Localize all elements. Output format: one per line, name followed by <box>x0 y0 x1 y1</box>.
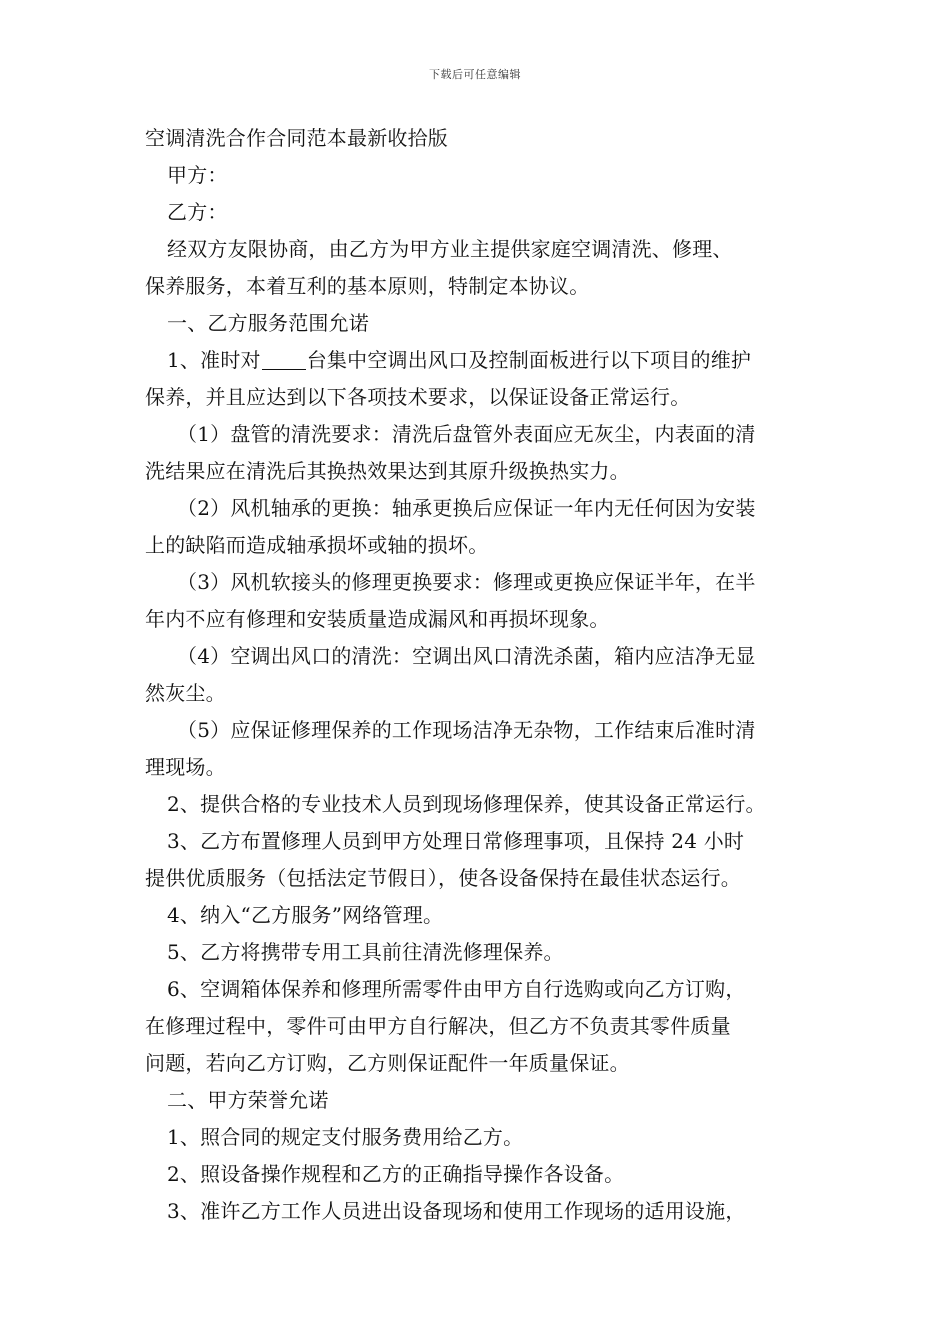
sub-1-line-1: （1）盘管的清洗要求：清洗后盘管外表面应无灰尘，内表面的清 <box>177 422 756 446</box>
party-a-item-3: 3、准许乙方工作人员进出设备现场和使用工作现场的适用设施， <box>167 1199 746 1223</box>
sub-5-line-1: （5）应保证修理保养的工作现场洁净无杂物，工作结束后准时清 <box>177 718 756 742</box>
party-a-item-2: 2、照设备操作规程和乙方的正确指导操作各设备。 <box>167 1162 625 1186</box>
item-5-line: 5、乙方将携带专用工具前往清洗修理保养。 <box>167 940 564 964</box>
fill-in-blank <box>262 347 306 370</box>
party-b-line: 乙方： <box>167 200 228 224</box>
item-1-suffix: 台集中空调出风口及控制面板进行以下项目的维护 <box>306 348 752 372</box>
item-4-line: 4、纳入“乙方服务”网络管理。 <box>167 903 444 927</box>
sub-5-line-2: 理现场。 <box>145 755 226 779</box>
sub-4-line-2: 然灰尘。 <box>145 681 226 705</box>
sub-2-line-1: （2）风机轴承的更换：轴承更换后应保证一年内无任何因为安装 <box>177 496 756 520</box>
item-2-line: 2、提供合格的专业技术人员到现场修理保养，使其设备正常运行。 <box>167 792 766 816</box>
party-a-line: 甲方： <box>167 163 228 187</box>
document-body <box>145 120 810 1230</box>
item-3-line-2: 提供优质服务（包括法定节假日），使各设备保持在最佳状态运行。 <box>145 866 741 890</box>
section-2-heading: 二、甲方荣誉允诺 <box>167 1088 329 1112</box>
party-a-item-1: 1、照合同的规定支付服务费用给乙方。 <box>167 1125 524 1149</box>
item-1-line-1 <box>145 342 810 379</box>
sub-4-line-1: （4）空调出风口的清洗：空调出风口清洗杀菌，箱内应洁净无显 <box>177 644 756 668</box>
intro-line-1: 经双方友限协商，由乙方为甲方业主提供家庭空调清洗、修理、 <box>167 237 733 261</box>
sub-1-line-2: 洗结果应在清洗后其换热效果达到其原升级换热实力。 <box>145 459 630 483</box>
item-6-line-2: 在修理过程中，零件可由甲方自行解决，但乙方不负责其零件质量 <box>145 1014 731 1038</box>
item-1-line-2: 保养，并且应达到以下各项技术要求，以保证设备正常运行。 <box>145 385 691 409</box>
intro-line-2: 保养服务，本着互利的基本原则，特制定本协议。 <box>145 274 590 298</box>
item-6-line-3: 问题，若向乙方订购，乙方则保证配件一年质量保证。 <box>145 1051 630 1075</box>
document-title: 空调清洗合作合同范本最新收拾版 <box>145 126 448 150</box>
item-3-line-1: 3、乙方布置修理人员到甲方处理日常修理事项，且保持 24 小时 <box>167 829 745 853</box>
sub-3-line-1: （3）风机软接头的修理更换要求：修理或更换应保证半年，在半 <box>177 570 756 594</box>
item-6-line-1: 6、空调箱体保养和修理所需零件由甲方自行选购或向乙方订购， <box>167 977 746 1001</box>
sub-3-line-2: 年内不应有修理和安装质量造成漏风和再损坏现象。 <box>145 607 610 631</box>
page-header: 下载后可任意编辑 <box>429 68 521 81</box>
section-1-heading: 一、乙方服务范围允诺 <box>167 311 369 335</box>
item-1-prefix: 1、准时对 <box>167 348 261 372</box>
sub-2-line-2: 上的缺陷而造成轴承损坏或轴的损坏。 <box>145 533 489 557</box>
